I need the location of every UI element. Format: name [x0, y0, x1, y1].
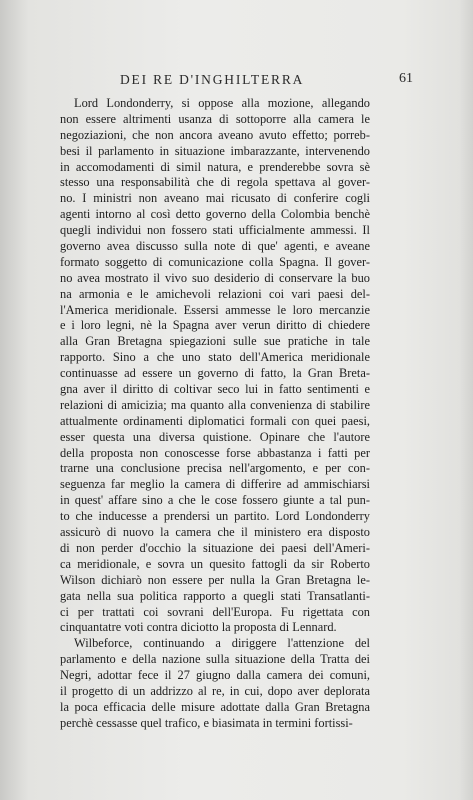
text-line: seguenza far meglio la camera di differire ad ammischiarsi	[60, 477, 370, 492]
paragraph	[60, 636, 370, 731]
text-line: parlamento e della nazione sulla situazione della Tratta dei	[60, 652, 370, 667]
text-line: to che inducesse a prendersi un partito. Lord Londonderry	[60, 509, 370, 524]
body-text	[60, 96, 370, 732]
text-line: rapporto. Sino a che uno stato dell'America meridionale	[60, 350, 370, 365]
text-line: Wilbeforce, continuando a diriggere l'attenzione del	[74, 636, 370, 651]
text-line: no avea mostrato il vivo suo desiderio di conservare la buo	[60, 270, 370, 285]
text-line: relazioni di amicizia; ma quanto alla convenienza di stabilire	[60, 397, 370, 412]
text-line: gna aver il diritto di coltivar seco lui in fatto sentimenti e	[60, 382, 370, 397]
text-line: alla Gran Bretagna spiegazioni sulle sue pratiche in tale	[60, 334, 370, 349]
text-line: Lord Londonderry, si oppose alla mozione, allegando	[74, 96, 370, 110]
text-line: stesso una responsabilità che di regola spettava al gover-	[60, 175, 370, 190]
text-line: il progetto di un addrizzo al re, in cui, dopo aver deplorata	[60, 683, 370, 698]
text-line: cinquantatre voti contra diciotto la proposta di Lennard.	[60, 620, 337, 635]
text-line: ca meridionale, e sovra un quesito fattogli da sir Roberto	[60, 556, 370, 571]
text-line: ci per trattati coi sovrani dell'Europa. Fu rigettata con	[60, 604, 370, 619]
text-line: no. I ministri non aveano mai ricusato di conferire cogli	[60, 191, 370, 206]
text-line: della proposta non conoscesse forse abbastanza i fatti per	[60, 445, 370, 460]
text-line: agenti intorno al così detto governo della Colombia benchè	[60, 207, 370, 222]
text-line: non essere altrimenti usanza di sottoporre alla camera le	[60, 111, 370, 126]
running-head-title: DEI RE D'INGHILTERRA	[120, 72, 305, 87]
text-line: Wilson dichiarò non essere per nulla la Gran Bretagna le-	[60, 572, 370, 587]
text-line: esser questa una diversa quistione. Opinare che l'autore	[60, 429, 370, 444]
text-line: Negri, adottar fece il 27 giugno dalla camera dei comuni,	[60, 668, 370, 683]
text-line: continuasse ad essere un governo di fatto, la Gran Breta-	[60, 366, 370, 381]
text-line: na armonia e le amichevoli relazioni coi vari paesi del-	[60, 286, 370, 301]
text-line: assicurò di nuovo la camera che il ministero era disposto	[60, 525, 370, 540]
paragraph	[60, 96, 370, 636]
text-line: attualmente ordinamenti diplomatici formali con quei paesi,	[60, 413, 370, 428]
text-line: perchè cessasse quel trafico, e biasimata in termini fortissi-	[60, 715, 353, 730]
text-line: besi il parlamento in situazione imbarazzante, intervenendo	[60, 143, 370, 158]
running-head	[60, 72, 413, 92]
text-line: quegli individui non fossero stati ufficialmente ammessi. Il	[60, 223, 370, 238]
text-line: l'America meridionale. Essersi ammesse le loro mercanzie	[60, 302, 370, 317]
text-line: formato soggetto di comunicazione colla Spagna. Il gover-	[60, 254, 370, 269]
text-line: in quest' affare sino a che le cose fossero giunte a tal pun-	[60, 493, 370, 508]
text-line: trarne una conclusione precisa nell'argomento, e per con-	[60, 461, 370, 476]
page-number: 61	[399, 71, 413, 86]
text-line: negoziazioni, che non ancora aveano avuto effetto; porreb-	[60, 127, 370, 142]
text-line: governo avea discusso sulla note di que' agenti, e aveane	[60, 239, 370, 254]
text-line: di non perder d'occhio la situazione dei paesi dell'Ameri-	[60, 540, 370, 555]
text-line: in accomodamenti di simil natura, e prenderebbe sovra sè	[60, 159, 370, 174]
text-line: la poca efficacia delle misure adottate dalla Gran Bretagna	[60, 699, 370, 714]
text-line: e i loro legni, nè la Spagna aver verun diritto di chiedere	[60, 318, 370, 333]
text-line: gata nella sua politica rapporto a quegli stati Transatlanti-	[60, 588, 370, 603]
